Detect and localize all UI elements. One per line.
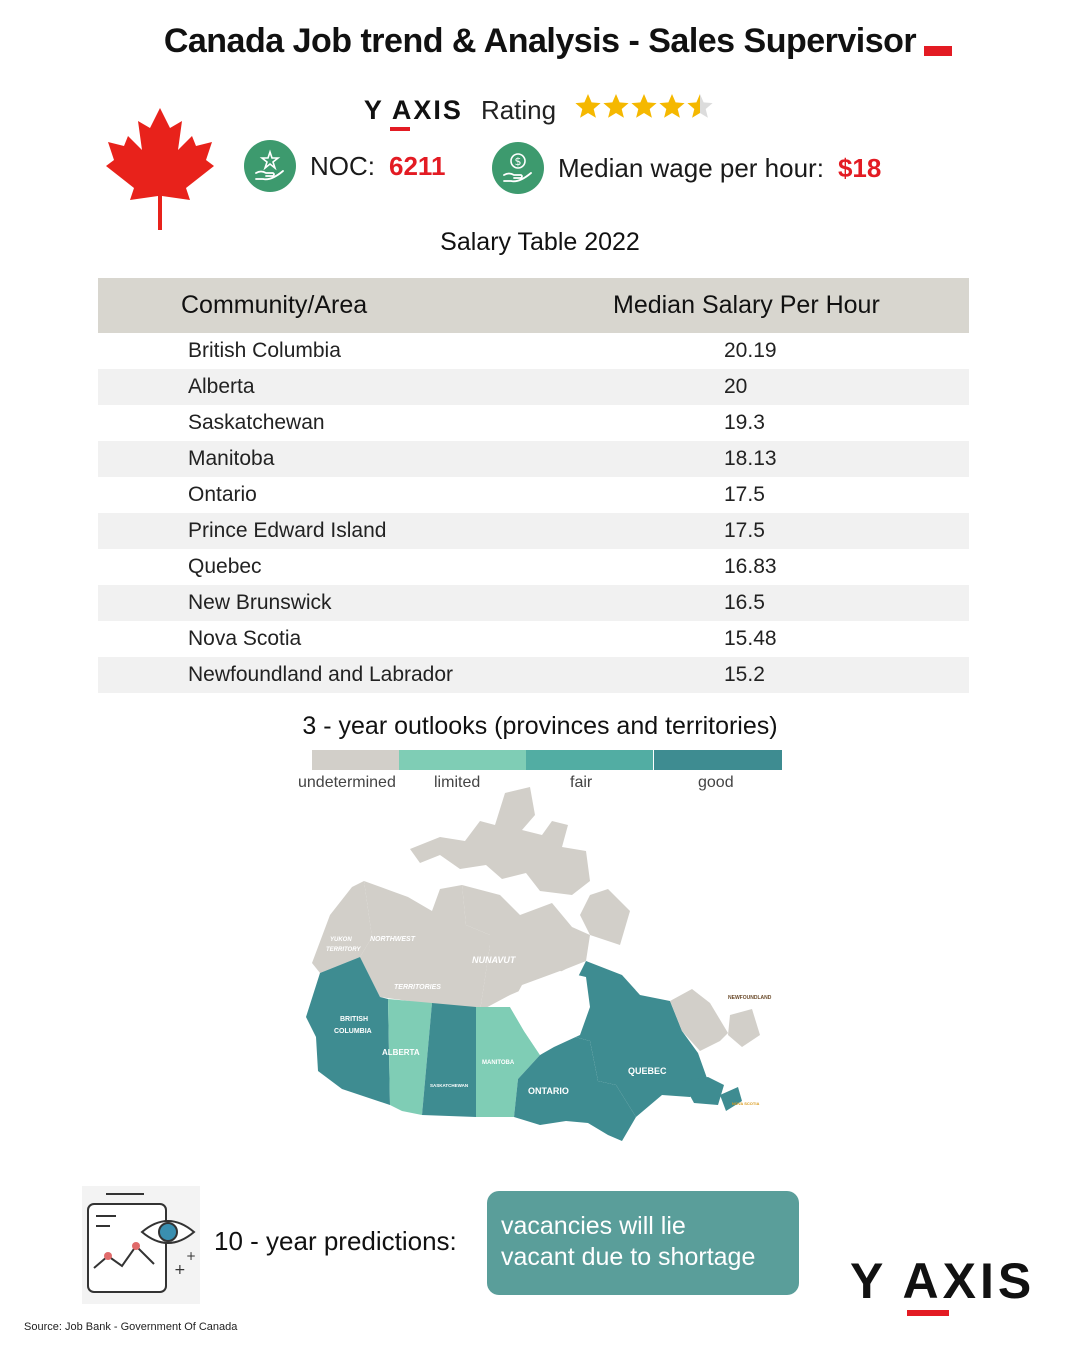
maple-leaf-icon xyxy=(104,106,216,230)
column-header-area: Community/Area xyxy=(181,291,368,319)
legend-label: undetermined xyxy=(298,774,396,791)
column-header-salary: Median Salary Per Hour xyxy=(613,291,880,319)
table-row: Quebec 16.83 xyxy=(98,549,969,585)
table-row: Alberta 20 xyxy=(98,369,969,405)
canada-outlook-map xyxy=(290,785,790,1175)
dollar-hand-icon xyxy=(492,142,544,194)
analytics-eye-icon xyxy=(82,1186,200,1304)
rating-label: Rating xyxy=(480,94,557,125)
legend-swatch-fair xyxy=(526,750,654,770)
map-label: NEWFOUNDLAND xyxy=(728,995,772,1001)
table-row: Ontario 17.5 xyxy=(98,477,969,513)
map-label: QUEBEC xyxy=(628,1066,667,1076)
table-row: Manitoba 18.13 xyxy=(98,441,969,477)
table-row: Prince Edward Island 17.5 xyxy=(98,513,969,549)
salary-table xyxy=(98,278,969,693)
table-header xyxy=(98,278,969,333)
map-label: COLUMBIA xyxy=(334,1028,372,1035)
wage-info xyxy=(492,142,881,194)
wage-label: Median wage per hour: xyxy=(558,152,824,183)
table-row: Newfoundland and Labrador 15.2 xyxy=(98,657,969,693)
map-label: NOVA SCOTIA xyxy=(732,1101,760,1106)
svg-text:+: + xyxy=(174,1262,186,1278)
map-label: ALBERTA xyxy=(382,1048,420,1057)
map-label: ONTARIO xyxy=(528,1086,569,1096)
map-label: MANITOBA xyxy=(482,1060,515,1066)
legend-label: good xyxy=(698,774,734,791)
table-row: Nova Scotia 15.48 xyxy=(98,621,969,657)
map-label: YUKON xyxy=(330,937,352,943)
svg-text:+: + xyxy=(186,1249,197,1263)
map-maritimes xyxy=(682,1077,724,1105)
page-title: Canada Job trend & Analysis - Sales Supervisor xyxy=(163,22,917,60)
noc-value: 6211 xyxy=(389,150,446,181)
outlook-title: 3 - year outlooks (provinces and territories) xyxy=(302,712,778,740)
rating-stars xyxy=(574,92,716,129)
outlook-legend-bar xyxy=(312,750,782,770)
map-label: BRITISH xyxy=(340,1016,368,1023)
wage-value: $18 xyxy=(837,152,882,183)
yaxis-logo-small: Y AXIS xyxy=(364,95,463,126)
svg-text:$: $ xyxy=(514,155,522,168)
table-row: New Brunswick 16.5 xyxy=(98,585,969,621)
map-label: NORTHWEST xyxy=(370,936,415,943)
prediction-line-1: vacancies will lie xyxy=(501,1212,686,1240)
map-label: SASKATCHEWAN xyxy=(430,1083,469,1088)
prediction-label: 10 - year predictions: xyxy=(214,1226,457,1256)
salary-table-title: Salary Table 2022 xyxy=(440,228,640,256)
yaxis-logo-large: Y AXIS xyxy=(850,1252,1035,1310)
source-note: Source: Job Bank - Government Of Canada xyxy=(24,1321,238,1333)
map-label: NUNAVUT xyxy=(472,955,516,965)
prediction-callout xyxy=(487,1191,799,1295)
map-label: TERRITORY xyxy=(326,947,361,953)
noc-label: NOC: xyxy=(310,150,375,181)
table-row: Saskatchewan 19.3 xyxy=(98,405,969,441)
legend-label: fair xyxy=(570,774,593,791)
legend-swatch-undetermined xyxy=(312,750,399,770)
legend-swatch-good xyxy=(654,750,782,770)
star-hand-icon xyxy=(244,140,296,192)
noc-info xyxy=(244,140,445,192)
title-accent-bar xyxy=(924,46,952,56)
star-rating-icon xyxy=(574,92,716,122)
legend-swatch-limited xyxy=(399,750,526,770)
map-label: TERRITORIES xyxy=(394,984,441,991)
legend-label: limited xyxy=(434,774,481,791)
table-row: British Columbia 20.19 xyxy=(98,333,969,369)
table-body xyxy=(98,333,969,693)
prediction-line-2: vacant due to shortage xyxy=(501,1243,756,1271)
arctic-islands xyxy=(410,787,590,895)
